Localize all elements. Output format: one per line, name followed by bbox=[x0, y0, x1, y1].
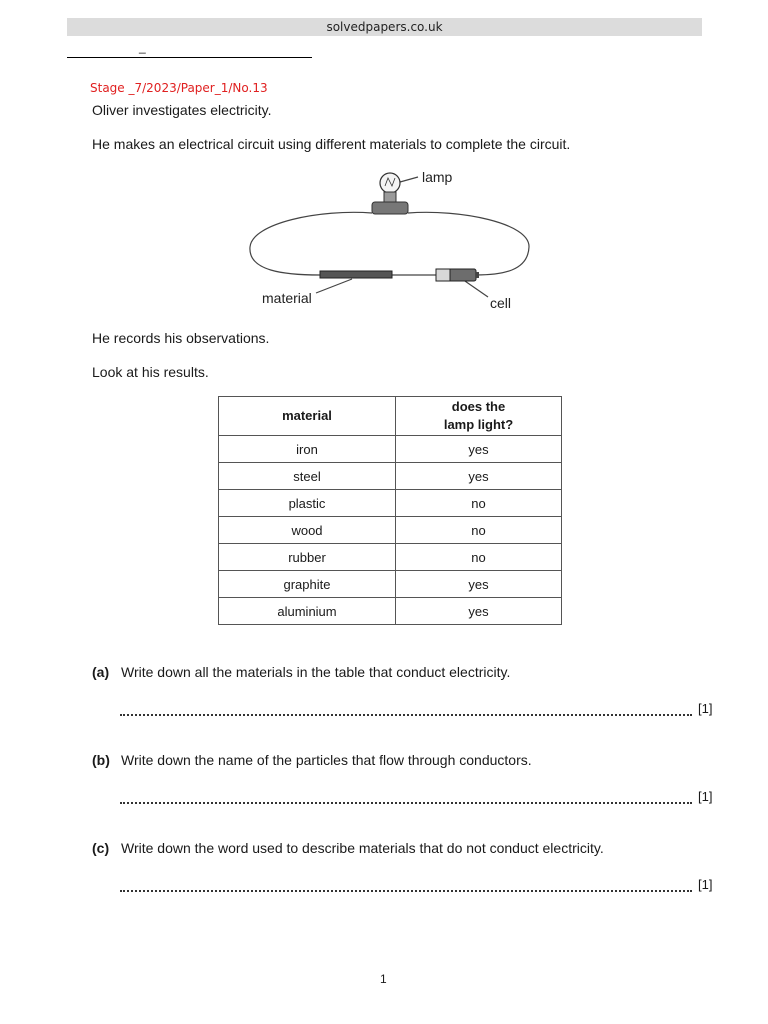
lamp-pointer bbox=[400, 177, 418, 182]
marks-c: [1] bbox=[698, 877, 713, 892]
cell-result: yes bbox=[396, 436, 562, 463]
answer-line-a[interactable] bbox=[120, 714, 692, 716]
marks-a: [1] bbox=[698, 701, 713, 716]
table-row bbox=[219, 463, 562, 490]
circuit-wire-left bbox=[250, 212, 372, 275]
question-c-text: Write down the word used to describe materials that do not conduct electricity. bbox=[121, 840, 604, 856]
cell-result: yes bbox=[396, 571, 562, 598]
circuit-diagram bbox=[240, 165, 540, 315]
observations-line-2: Look at his results. bbox=[92, 364, 209, 380]
circuit-wire-right bbox=[408, 212, 529, 275]
cell-icon bbox=[436, 269, 479, 281]
intro-line-2: He makes an electrical circuit using different materials to complete the circuit. bbox=[92, 136, 571, 152]
cell-result: yes bbox=[396, 463, 562, 490]
table-row bbox=[219, 517, 562, 544]
results-table bbox=[218, 396, 562, 625]
answer-line-c[interactable] bbox=[120, 890, 692, 892]
table-header-row bbox=[219, 397, 562, 436]
question-reference: Stage _7/2023/Paper_1/No.13 bbox=[90, 81, 268, 95]
marks-b: [1] bbox=[698, 789, 713, 804]
observations-line-1: He records his observations. bbox=[92, 330, 270, 346]
cell-material: plastic bbox=[219, 490, 396, 517]
cell-pointer bbox=[462, 279, 488, 297]
answer-line-b[interactable] bbox=[120, 802, 692, 804]
cell-material: graphite bbox=[219, 571, 396, 598]
lamp-icon bbox=[372, 173, 408, 214]
lamp-label: lamp bbox=[422, 169, 453, 185]
cell-material: aluminium bbox=[219, 598, 396, 625]
table-row bbox=[219, 544, 562, 571]
cell-result: no bbox=[396, 490, 562, 517]
question-c-label: (c) bbox=[92, 840, 110, 856]
cell-result: no bbox=[396, 517, 562, 544]
cell-material: iron bbox=[219, 436, 396, 463]
header-material: material bbox=[219, 397, 396, 436]
material-rod bbox=[320, 271, 392, 278]
header-lamp-light: does the lamp light? bbox=[396, 397, 562, 436]
header-rule bbox=[67, 57, 312, 58]
cell-material: wood bbox=[219, 517, 396, 544]
question-a-text: Write down all the materials in the table that conduct electricity. bbox=[121, 664, 511, 680]
page-number: 1 bbox=[380, 972, 387, 986]
table-row bbox=[219, 571, 562, 598]
intro-line-1: Oliver investigates electricity. bbox=[92, 102, 272, 118]
cell-result: no bbox=[396, 544, 562, 571]
site-header: solvedpapers.co.uk bbox=[67, 18, 702, 36]
question-a-label: (a) bbox=[92, 664, 110, 680]
table-row bbox=[219, 490, 562, 517]
cell-result: yes bbox=[396, 598, 562, 625]
cell-material: steel bbox=[219, 463, 396, 490]
material-pointer bbox=[316, 279, 352, 293]
question-b-text: Write down the name of the particles that flow through conductors. bbox=[121, 752, 532, 768]
question-b-label: (b) bbox=[92, 752, 110, 768]
material-label: material bbox=[262, 290, 312, 306]
header-dash: _ bbox=[139, 40, 146, 54]
table-row bbox=[219, 598, 562, 625]
table-row bbox=[219, 436, 562, 463]
cell-material: rubber bbox=[219, 544, 396, 571]
cell-label: cell bbox=[490, 295, 512, 311]
